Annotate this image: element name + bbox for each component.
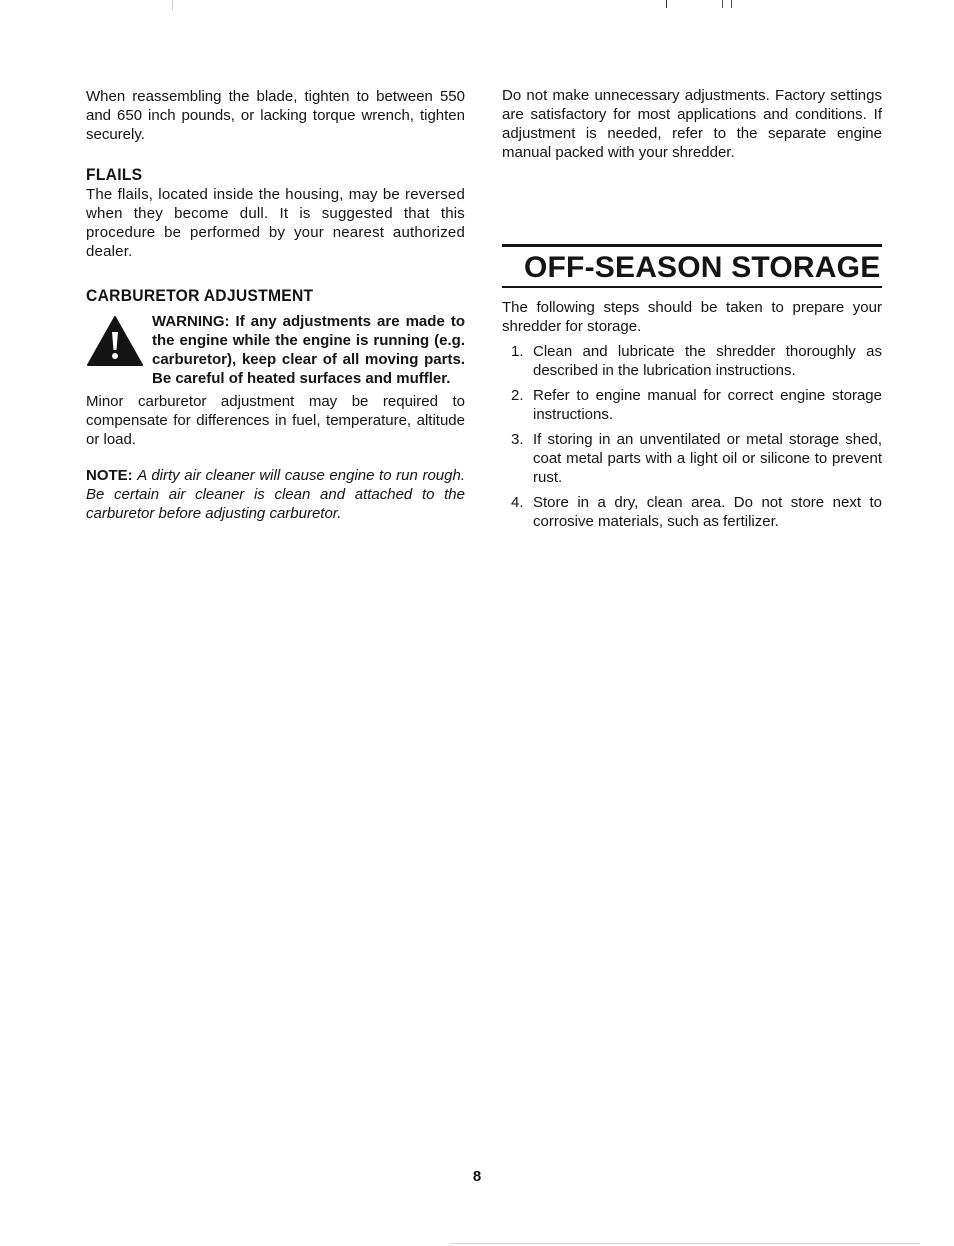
step-text: Store in a dry, clean area. Do not store next to corrosive materials, such as fertilizer. <box>533 494 882 530</box>
list-item <box>502 386 882 424</box>
note-paragraph <box>86 466 465 523</box>
scan-mark <box>731 0 732 8</box>
warning-block <box>86 312 465 388</box>
right-column <box>502 86 882 537</box>
list-item <box>502 430 882 487</box>
step-number: 2. <box>511 387 524 404</box>
left-column <box>86 87 465 523</box>
storage-intro: The following steps should be taken to prepare your shredder for storage. <box>502 299 882 335</box>
flails-heading: FLAILS <box>86 165 143 184</box>
scan-mark <box>722 0 723 8</box>
flails-paragraph: The flails, located inside the housing, may be reversed when they become dull. It is suggested that this procedure be performed by your nearest authorized dealer. <box>86 186 465 260</box>
warning-triangle-icon <box>86 315 144 367</box>
carburetor-paragraph: Minor carburetor adjustment may be required to compensate for differences in fuel, temperature, altitude or load. <box>86 393 465 448</box>
blade-paragraph: When reassembling the blade, tighten to between 550 and 650 inch pounds, or lacking torque wrench, tighten securely. <box>86 88 465 143</box>
page-number: 8 <box>472 1168 482 1185</box>
step-text: Clean and lubricate the shredder thoroughly as described in the lubrication instructions. <box>533 343 882 379</box>
adjustments-paragraph: Do not make unnecessary adjustments. Factory settings are satisfactory for most applications and conditions. If adjustment is needed, refer to the separate engine manual packed with your shredder. <box>502 87 882 161</box>
list-item <box>502 342 882 380</box>
off-season-storage-section <box>502 244 882 531</box>
note-body: A dirty air cleaner will cause engine to run rough. Be certain air cleaner is clean and attached to the carburetor before adjusting carburetor. <box>86 467 465 522</box>
scan-edge-line <box>450 1243 920 1244</box>
step-text: Refer to engine manual for correct engine storage instructions. <box>533 387 882 423</box>
step-number: 3. <box>511 431 524 448</box>
list-item <box>502 493 882 531</box>
note-label: NOTE: <box>86 467 133 484</box>
step-number: 4. <box>511 494 524 511</box>
warning-text: WARNING: If any adjustments are made to the engine while the engine is running (e.g. carburetor), keep clear of all moving parts. Be careful of heated surfaces and muffler. <box>152 313 465 387</box>
scan-mark <box>172 0 173 10</box>
scan-mark <box>666 0 667 8</box>
carburetor-heading: CARBURETOR ADJUSTMENT <box>86 286 314 305</box>
storage-steps-list <box>502 342 882 531</box>
title-rule-bottom <box>502 286 882 288</box>
title-rule-top <box>502 244 882 247</box>
off-season-storage-title: OFF-SEASON STORAGE <box>524 251 881 284</box>
step-number: 1. <box>511 343 524 360</box>
step-text: If storing in an unventilated or metal storage shed, coat metal parts with a light oil or silicone to prevent rust. <box>533 431 882 486</box>
